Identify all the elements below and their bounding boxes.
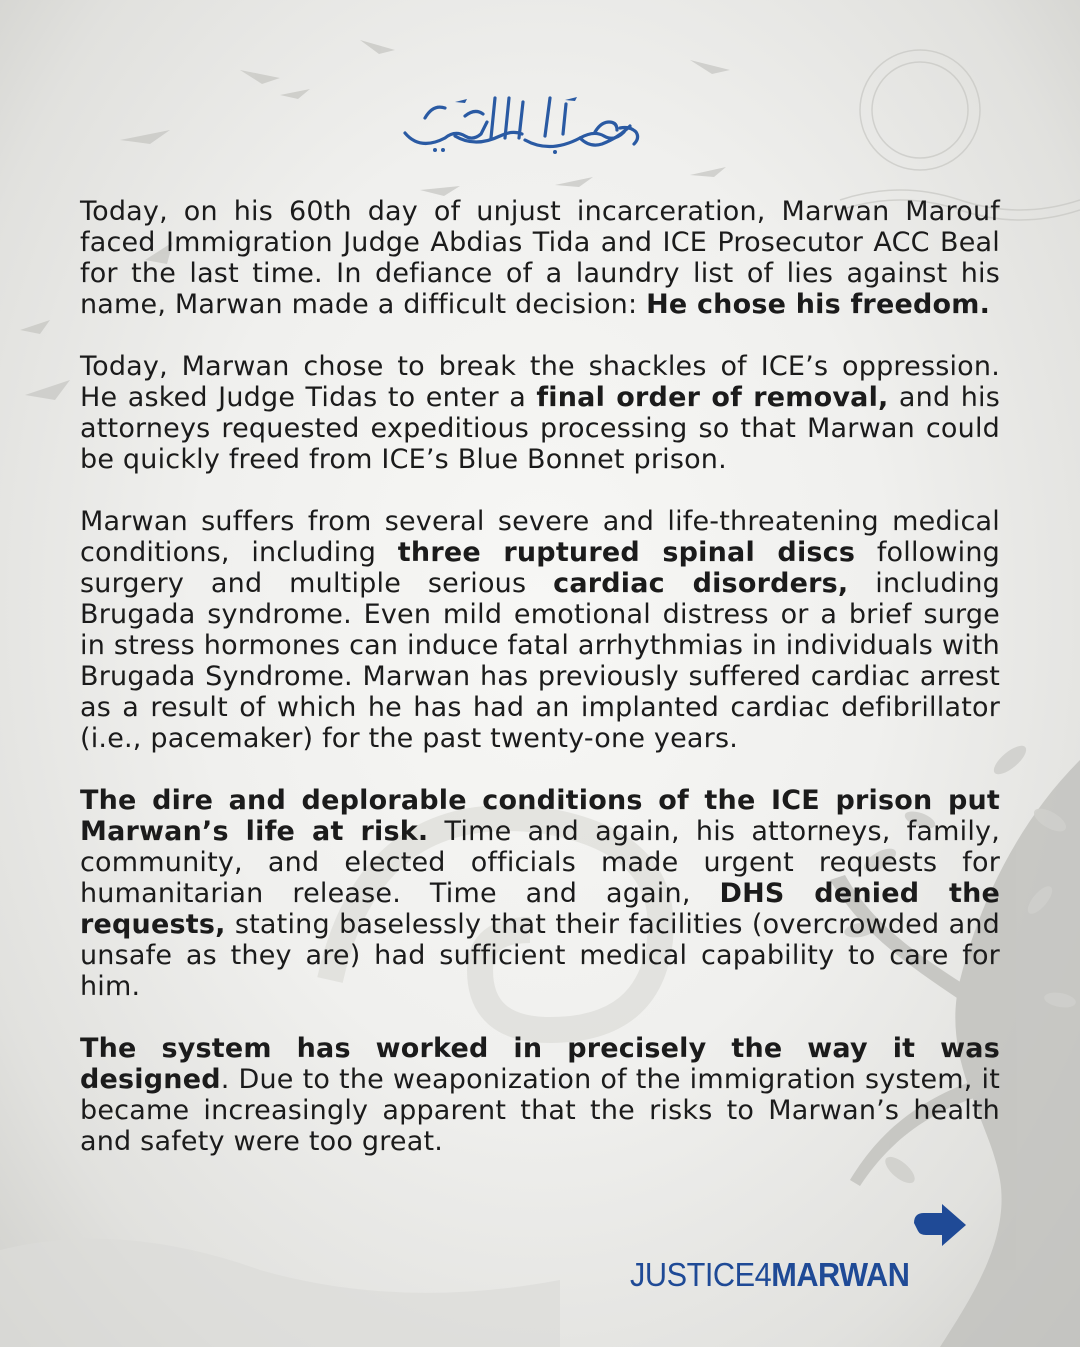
bold-phrase: The dire and deplorable conditions of the ICE prison put Marwan’s life at risk.	[80, 785, 1000, 847]
text-segment: Time and again, his attorneys, family, community, and elected officials made urgent requests for humanitarian release. Time and again,	[80, 816, 1000, 909]
brand-logo	[630, 1256, 909, 1294]
paragraph-2	[80, 351, 1000, 475]
text-segment: . Due to the weaponization of the immigration system, it became increasingly apparent that the risks to Marwan’s health and safety were too great.	[80, 1064, 1000, 1157]
bold-phrase: He chose his freedom.	[646, 289, 991, 320]
bold-phrase: cardiac disorders,	[553, 568, 849, 599]
text-segment: including Brugada syndrome. Even mild emotional distress or a brief surge in stress hormones can induce fatal arrhythmias in individuals with Brugada Syndrome. Marwan has previously suffered cardiac arrest as a result of which he has had an implanted cardiac defibrillator (i.e., pacemaker) for the past twenty-one years.	[80, 568, 1001, 754]
text-segment: Today, Marwan chose to break the shackles of ICE’s oppression. He asked Judge Tidas to enter a	[80, 351, 1000, 413]
brand-part-marwan: MARWAN	[771, 1256, 910, 1293]
brand-part-justice4: JUSTICE4	[630, 1256, 772, 1293]
bold-phrase: DHS denied the requests,	[80, 878, 1000, 940]
bold-phrase: final order of removal,	[536, 382, 889, 413]
text-segment: and his attorneys requested expeditious processing so that Marwan could be quickly freed from ICE’s Blue Bonnet prison.	[80, 382, 1000, 475]
paragraph-3	[80, 506, 1000, 754]
statement-body	[80, 196, 1000, 1188]
text-segment: Today, on his 60th day of unjust incarceration, Marwan Marouf faced Immigration Judge Abdias Tida and ICE Prosecutor ACC Beal for the last time. In defiance of a laundry list of lies against his name, Marwan made a difficult decision:	[80, 196, 1000, 320]
bismillah-calligraphy	[395, 88, 645, 163]
text-segment: following surgery and multiple serious	[80, 537, 1001, 599]
text-segment: stating baselessly that their facilities (overcrowded and unsafe as they are) had sufficient medical capability to care for him.	[80, 909, 1000, 1002]
paragraph-1	[80, 196, 1000, 320]
text-segment: Marwan suffers from several severe and life-threatening medical conditions, including	[80, 506, 1000, 568]
arrow-right-icon	[912, 1203, 968, 1247]
paragraph-5	[80, 1033, 1000, 1157]
paragraph-4	[80, 785, 1000, 1002]
bold-phrase: three ruptured spinal discs	[397, 537, 856, 568]
bold-phrase: The system has worked in precisely the way it was designed	[80, 1033, 1000, 1095]
